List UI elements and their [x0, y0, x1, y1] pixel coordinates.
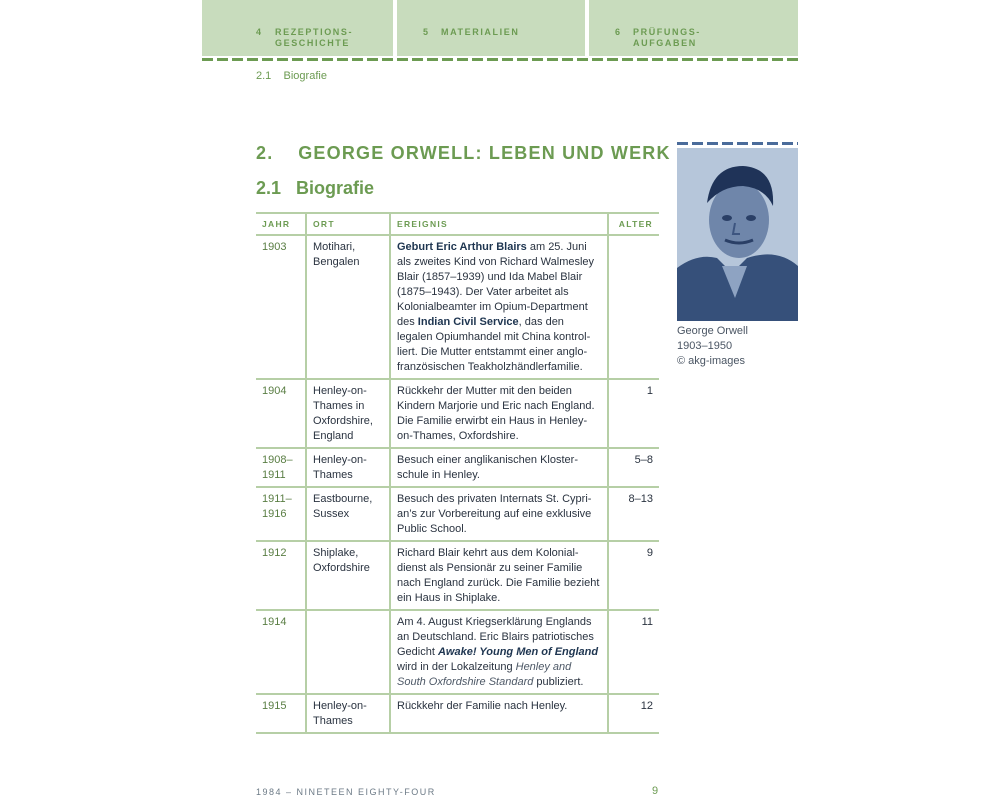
tab-materialien[interactable]: [397, 0, 585, 56]
tab-number: 4: [256, 27, 263, 37]
cell-event: Rückkehr der Familie nach Henley.: [390, 694, 608, 733]
table-row: [256, 448, 659, 487]
cell-place: Henley-on-Thames in Oxfordshire, England: [306, 379, 390, 448]
cell-place: [306, 610, 390, 694]
cell-event: Rückkehr der Mutter mit den beiden Kindern Marjorie und Eric nach England. Die Familie erwirbt ein Haus in Henley-on-Thames, Oxfordshire.: [390, 379, 608, 448]
cell-event: Besuch des privaten Internats St. Cyprian’s zur Vorbereitung auf eine exklusive Public School.: [390, 487, 608, 541]
cell-year: 1911–1916: [256, 487, 306, 541]
cell-year: 1908–1911: [256, 448, 306, 487]
table-row: [256, 235, 659, 379]
breadcrumb: 2.1 Biografie: [256, 70, 327, 82]
cell-place: Henley-on-Thames: [306, 448, 390, 487]
cell-year: 1915: [256, 694, 306, 733]
footer-book-title: 1984 – NINETEEN EIGHTY-FOUR: [256, 787, 436, 797]
cell-year: 1904: [256, 379, 306, 448]
cell-age: [608, 235, 659, 379]
cell-age: 12: [608, 694, 659, 733]
cell-age: 9: [608, 541, 659, 610]
table-row: [256, 487, 659, 541]
cell-age: 1: [608, 379, 659, 448]
table-body: [256, 235, 659, 733]
cell-event: Richard Blair kehrt aus dem Kolonialdienst als Pensionär zu seiner Familie nach England zurück. Die Familie bezieht ein Haus in Shiplake.: [390, 541, 608, 610]
cell-place: Motihari, Bengalen: [306, 235, 390, 379]
cell-year: 1903: [256, 235, 306, 379]
tab-label-line2: GESCHICHTE: [275, 38, 351, 48]
book-page: [202, 0, 798, 800]
cell-event: Besuch einer anglikanischen Klosterschule in Henley.: [390, 448, 608, 487]
table-row: [256, 694, 659, 733]
table-row: [256, 541, 659, 610]
column-header-age: ALTER: [608, 213, 659, 235]
caption-dates: 1903–1950: [677, 340, 733, 352]
dashed-divider: [202, 58, 798, 61]
table-header-row: [256, 213, 659, 235]
caption-name: George Orwell: [677, 325, 748, 337]
column-header-place: ORT: [306, 213, 390, 235]
tab-label-line2: AUFGABEN: [633, 38, 697, 48]
cell-age: 5–8: [608, 448, 659, 487]
tab-pruefungsaufgaben[interactable]: [589, 0, 798, 56]
cell-event: Am 4. August Kriegserklärung Englands an Deutschland. Eric Blairs patriotisches Gedicht Awake! Young Men of England wird in der Lokalzeitung Henley and South Oxfordshire Standard publiziert.: [390, 610, 608, 694]
portrait-photo: [677, 148, 798, 321]
column-header-event: EREIGNIS: [390, 213, 608, 235]
cell-year: 1914: [256, 610, 306, 694]
cell-place: Shiplake, Oxfordshire: [306, 541, 390, 610]
page-number: 9: [652, 785, 659, 797]
chapter-nav: [202, 0, 798, 56]
section-title: 2.1 Biografie: [256, 178, 375, 198]
photo-caption: [677, 324, 748, 369]
table-row: [256, 610, 659, 694]
table-row: [256, 379, 659, 448]
column-header-year: JAHR: [256, 213, 306, 235]
chapter-title: 2. GEORGE ORWELL: LEBEN UND WERK: [256, 143, 671, 163]
cell-place: Eastbourne, Sussex: [306, 487, 390, 541]
tab-number: 6: [615, 27, 622, 37]
tab-label: MATERIALIEN: [441, 27, 520, 37]
cell-year: 1912: [256, 541, 306, 610]
cell-place: Henley-on-Thames: [306, 694, 390, 733]
biography-table: [256, 212, 659, 734]
cell-event: Geburt Eric Arthur Blairs am 25. Juni als zweites Kind von Richard Walmesley Blair (1857–1939) und Ida Mabel Blair (1875–1943). Der Vater arbeitet als Kolonialbeamter im Opium-Department des Indian Civil Service, das den legalen Opiumhandel mit China kontrolliert. Die Mutter entstammt einer anglofranzösischen Teakholzhändlerfamilie.: [390, 235, 608, 379]
tab-label: REZEPTIONS-: [275, 27, 354, 37]
tab-number: 5: [423, 27, 430, 37]
tab-rezeptionsgeschichte[interactable]: [202, 0, 393, 56]
portrait-image: [677, 148, 798, 321]
cell-age: 11: [608, 610, 659, 694]
caption-credit: © akg-images: [677, 355, 746, 367]
cell-age: 8–13: [608, 487, 659, 541]
photo-dashed-divider: [677, 142, 798, 145]
tab-label: PRÜFUNGS-: [633, 27, 701, 37]
